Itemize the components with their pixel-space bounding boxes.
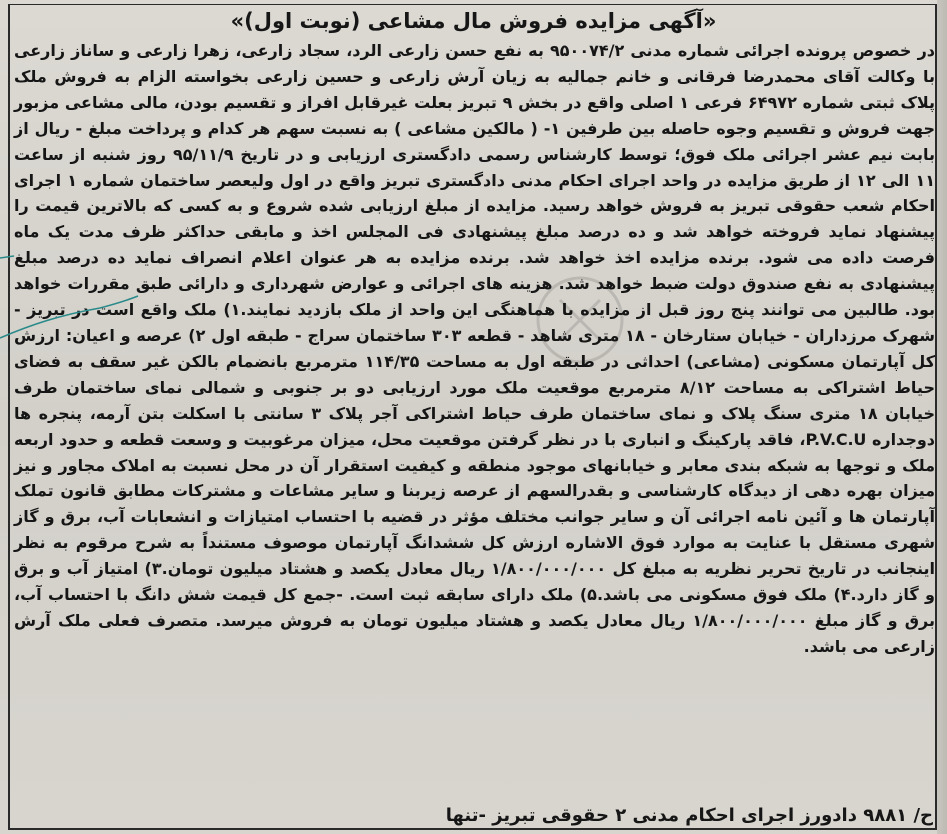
notice-title: «آگهی مزایده فروش مال مشاعی (نوبت اول)» bbox=[230, 9, 717, 33]
notice-body: در خصوص پرونده اجرائی شماره مدنی ۹۵۰۰۷۴/۲ به نفع حسن زارعی الرد، سجاد زارعی، زهرا زارعی و ساناز زارعی با وکالت آقای محمدرضا فرقانی و خانم جمالیه به زیان آرش زارعی و حسین زارعی بخواسته الزام به فروش ملک پلاک ثبتی شماره ۶۴۹۷۲ فرعی ۱ اصلی واقع در بخش ۹ تبریز بعلت غیرقابل افراز و تقسیم بودن، مالی مشاعی مزبور جهت فروش و تقسیم وجوه حاصله بین طرفین ۱- ( مالکین مشاعی ) به نسبت سهم هر کدام و پرداخت مبلغ - ریال از بابت نیم عشر اجرائی ملک فوق؛ توسط کارشناس رسمی دادگستری ارزیابی و در تاریخ ۹۵/۱۱/۹ روز شنبه از ساعت ۱۱ الی ۱۲ از طریق مزایده در واحد اجرای احکام مدنی دادگستری تبریز واقع در اول ولیعصر ساختمان شماره ۱ اجرای احکام شعب حقوقی تبریز به فروش خواهد رسید. مزایده از مبلغ ارزیابی شده شروع و به کسی که بالاترین قیمت را پیشنهاد نماید فروخته خواهد شد و ده درصد مبلغ پیشنهادی فی المجلس اخذ و مابقی حداکثر ظرف مدت یک ماه فرصت داده می شود. برنده مزایده اخذ خواهد شد. برنده مزایده به هر عنوان اعلام انصراف نماید ده درصد مبلغ پیشنهادی به نفع صندوق دولت ضبط خواهد شد. هزینه های اجرائی و عوارض شهرداری و دارائی طبق مقررات خواهد بود. طالبین می توانند پنج روز قبل از مزایده با هماهنگی این واحد از ملک بازدید نمایند.۱) ملک واقع است در تبریز - شهرک مرزداران - خیابان ستارخان - ۱۸ متری شاهد - قطعه ۳۰۳ ساختمان سراج - طبقه اول ۲) عرصه و اعیان: ارزش کل آپارتمان مسکونی (مشاعی) احداثی در طبقه اول به مساحت ۱۱۴/۳۵ مترمربع بانضمام بالکن غیر سقف به فضای حیاط اشتراکی به مساحت ۸/۱۲ مترمربع موقعیت ملک مورد ارزیابی دو بر جنوبی و شمالی نمای ساختمان طرف خیابان ۱۸ متری سنگ پلاک و نمای ساختمان طرف حیاط اشتراکی آجر پلاک ۳ سانتی با اسکلت بتن آرمه، پنجره ها دوجداره P.V.C.U، فاقد پارکینگ و انباری با در نظر گرفتن موقعیت محل، میزان مرغوبیت و وسعت قطعه و حدود اربعه ملک و توجها به شبکه بندی معابر و خیابانهای موجود منطقه و کیفیت استقرار آن در محل نسبت به املاک مجاور و نیز میزان بهره دهی از دیدگاه کارشناسی و بقدرالسهم از عرصه زیربنا و سایر مشاعات و مشترکات مطابق قانون تملک آپارتمان ها و آئین نامه اجرائی آن و سایر جوانب مختلف مؤثر در قضیه با احتساب امتیازات و انشعابات آب، برق و گاز شهری مستقل با عنایت به موارد فوق الاشاره ارزش کل ششدانگ آپارتمان موصوف مستنداً به شرح مرقوم به نظر اینجانب در تاریخ تحریر نظریه به مبلغ کل ۱/۸۰۰/۰۰۰/۰۰۰ ریال معادل یکصد و هشتاد میلیون تومان.۳) امتیاز آب و برق و گاز دارد.۴) ملک فوق مسکونی می باشد.۵) ملک دارای سابقه ثبت است. -جمع کل قیمت شش دانگ با احتساب آب، برق و گاز مبلغ ۱/۸۰۰/۰۰۰/۰۰۰ ریال معادل یکصد و هشتاد میلیون تومان به فروش میرسد. متصرف فعلی ملک آرش زارعی می باشد. bbox=[14, 41, 936, 656]
notice-footer: ح/ ۹۸۸۱ دادورز اجرای احکام مدنی ۲ حقوقی تبریز -تنها bbox=[445, 805, 933, 826]
page-edge bbox=[937, 0, 947, 834]
